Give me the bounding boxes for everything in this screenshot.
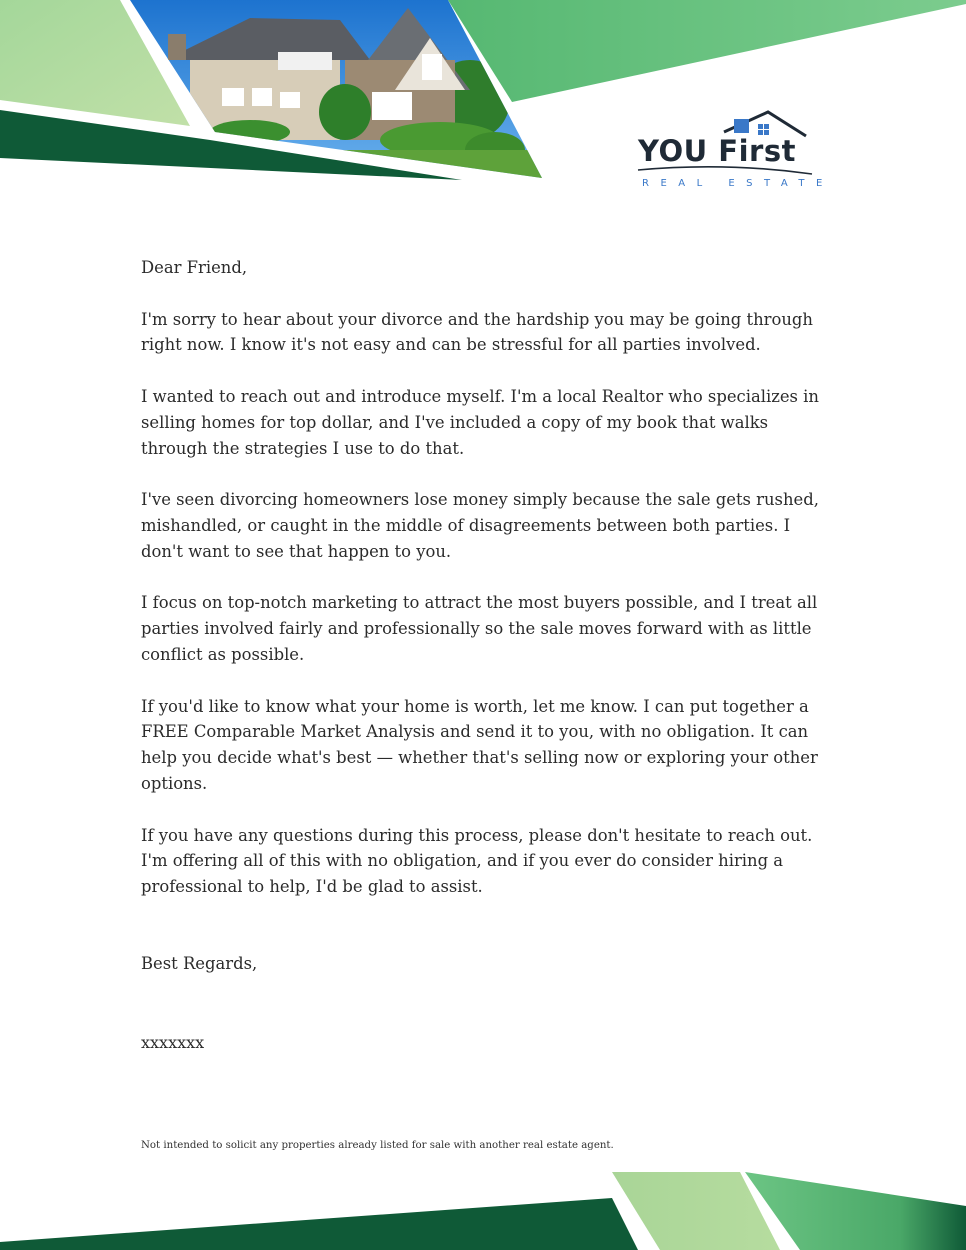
paragraph-1: I'm sorry to hear about your divorce and the hardship you may be going through right now. I know it's not easy and can be stressful for all parties involved. bbox=[141, 309, 813, 355]
closing-line: Best Regards, bbox=[141, 954, 258, 973]
footer-shape-right bbox=[745, 1172, 966, 1250]
paragraph-5: If you'd like to know what your home is worth, let me know. I can put together a FREE Comparable Market Analysis and send it to you, with no obligation. It can help you decide what's best — whether that's selling now or exploring your other options. bbox=[141, 696, 818, 793]
disclaimer: Not intended to solicit any properties already listed for sale with another real estate agent. bbox=[141, 1140, 614, 1151]
paragraph-6: If you have any questions during this process, please don't hesitate to reach out. I'm offering all of this with no obligation, and if you ever do consider hiring a professional to help, I'd be glad to assist. bbox=[141, 825, 813, 897]
letter-body bbox=[141, 255, 821, 926]
salutation: Dear Friend, bbox=[141, 258, 248, 277]
paragraph-4: I focus on top-notch marketing to attract the most buyers possible, and I treat all parties involved fairly and professionally so the sale moves forward with as little conflict as possible. bbox=[141, 593, 818, 664]
paragraph-3: I've seen divorcing homeowners lose money simply because the sale gets rushed, mishandled, or caught in the middle of disagreements between both parties. I don't want to see that happen to you. bbox=[141, 490, 819, 561]
footer-band-dark bbox=[0, 1198, 638, 1250]
logo-wordmark: YOU First bbox=[638, 134, 796, 168]
company-logo bbox=[636, 108, 834, 194]
signature: xxxxxxx bbox=[141, 1033, 205, 1052]
logo-tagline: REAL ESTATE bbox=[642, 178, 834, 189]
header-shape-right bbox=[448, 0, 966, 102]
paragraph-2: I wanted to reach out and introduce myself. I'm a local Realtor who specializes in selling homes for top dollar, and I've included a copy of my book that walks through the strategies I use to do that. bbox=[141, 386, 819, 458]
